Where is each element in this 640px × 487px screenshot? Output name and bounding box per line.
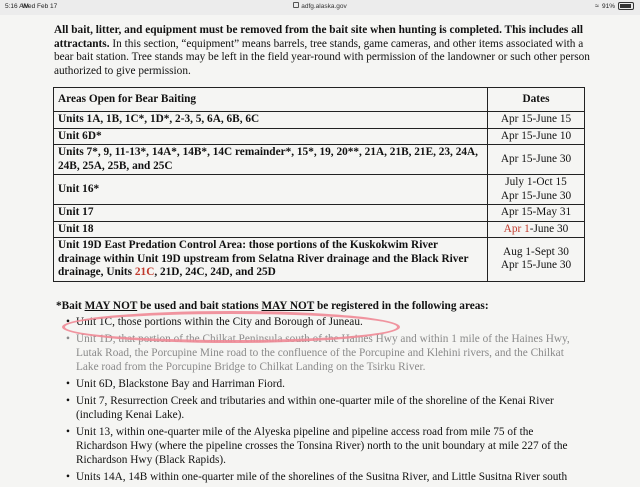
header-areas: Areas Open for Bear Baiting [54, 88, 488, 112]
table-row [54, 238, 585, 282]
battery-percent: 91% [601, 2, 615, 10]
area-text-part: , 21D, 24C, 24D, and 25D [154, 266, 276, 278]
dates-cell: Apr 15-June 30 [488, 145, 585, 175]
dates-cell [488, 175, 585, 205]
heading-text: be registered in the following areas: [314, 300, 489, 312]
table-row [54, 205, 585, 222]
area-red-text: 21C [134, 266, 155, 278]
table-row [54, 128, 585, 145]
heading-emphasis: MAY NOT [84, 300, 138, 312]
lock-icon [293, 2, 299, 8]
bait-restrictions-heading [56, 300, 596, 312]
dates-cell: Apr 15-June 10 [488, 128, 585, 145]
status-indicators [595, 2, 634, 10]
area-cell: Unit 6D* [54, 128, 488, 145]
dates-cell [488, 238, 585, 282]
heading-emphasis: MAY NOT [261, 300, 315, 312]
list-item: • Unit 6D, Blackstone Bay and Harriman Fiord. [66, 377, 586, 391]
list-item: • Unit 13, within one-quarter mile of the Alyeska pipeline and pipeline access road from mile 75 of the Richardson Hwy (where the pipeline crosses the Tonsina River) north to the unit boundary at mile 227 of the Richardson Hwy (Black Rapids). [66, 425, 586, 467]
address-bar[interactable] [0, 3, 640, 10]
area-text-part: Unit 19D East Predation Control Area: those portions of the Kuskokwim River drainage within Unit 19D upstream from Selatna River drainage and the Black River drainage, Units [58, 239, 469, 278]
area-cell: Units 7*, 9, 11-13*, 14A*, 14B*, 14C remainder*, 15*, 19, 20**, 21A, 21B, 21E, 23, 24A, 24B, 25A, 25B, and 25C [54, 145, 488, 175]
status-date: Wed Feb 17 [22, 3, 58, 10]
list-item: • Unit 7, Resurrection Creek and tributaries and within one-quarter mile of the shoreline of the Kenai River (including Kenai Lake). [66, 394, 586, 422]
list-item: • Unit 1D, that portion of the Chilkat Peninsula south of the Haines Hwy and within 1 mile of the Haines Hwy, Lutak Road, the Porcupine Mine road to the confluence of the Porcupine and Klehini rivers, and the Chilkat Lake road from the Porcupine Bridge to Chilkat Landing on the Tsirku River. [66, 332, 586, 374]
area-cell [54, 238, 488, 282]
dates-cell: Apr 15-June 15 [488, 112, 585, 129]
dates-rest-text: -June 30 [529, 222, 569, 235]
area-cell: Unit 18 [54, 221, 488, 238]
dates-red-text: Apr 1 [503, 222, 530, 235]
url-text: adfg.alaska.gov [301, 3, 347, 10]
table-header-row [54, 88, 585, 112]
list-item: • Units 14A, 14B within one-quarter mile of the shorelines of the Susitna River, and Little Susitna River south [66, 470, 586, 484]
dates-cell [488, 221, 585, 238]
dates-line: Apr 15-June 30 [500, 189, 572, 202]
restricted-areas-list [66, 315, 586, 487]
heading-text: *Bait [56, 300, 85, 312]
wifi-icon: ≈ [595, 2, 599, 10]
area-cell: Unit 17 [54, 205, 488, 222]
header-dates: Dates [488, 88, 585, 112]
intro-paragraph [54, 24, 594, 78]
intro-bold-text: All bait, litter, and equipment must be removed from the bait site when hunting is completed. This includes all attractants. [54, 24, 584, 50]
status-time: 5:16 AM [5, 3, 29, 10]
table-row [54, 145, 585, 175]
dates-line: Aug 1-Sept 30 [503, 245, 569, 258]
status-bar [0, 0, 640, 15]
table-row [54, 221, 585, 238]
markup-highlight-circle [62, 311, 400, 343]
battery-icon [618, 2, 634, 10]
dates-cell: Apr 15-May 31 [488, 205, 585, 222]
document-page [0, 15, 640, 483]
list-item: • Unit 1C, those portions within the City and Borough of Juneau. [66, 315, 586, 329]
dates-line: July 1-Oct 15 [505, 176, 567, 188]
area-cell: Units 1A, 1B, 1C*, 1D*, 2-3, 5, 6A, 6B, 6C [54, 112, 488, 129]
bear-baiting-table [53, 87, 585, 282]
intro-rest-text: In this section, “equipment” means barrels, tree stands, game cameras, and other items associated with a bear bait station. Tree stands may be left in the field year-round with permission of the landowner or such other person authorized to give permission. [54, 37, 590, 77]
dates-line: Apr 15-June 30 [500, 259, 572, 272]
area-cell: Unit 16* [54, 175, 488, 205]
table-row [54, 175, 585, 205]
heading-text: be used and bait stations [137, 300, 262, 312]
table-row [54, 112, 585, 129]
